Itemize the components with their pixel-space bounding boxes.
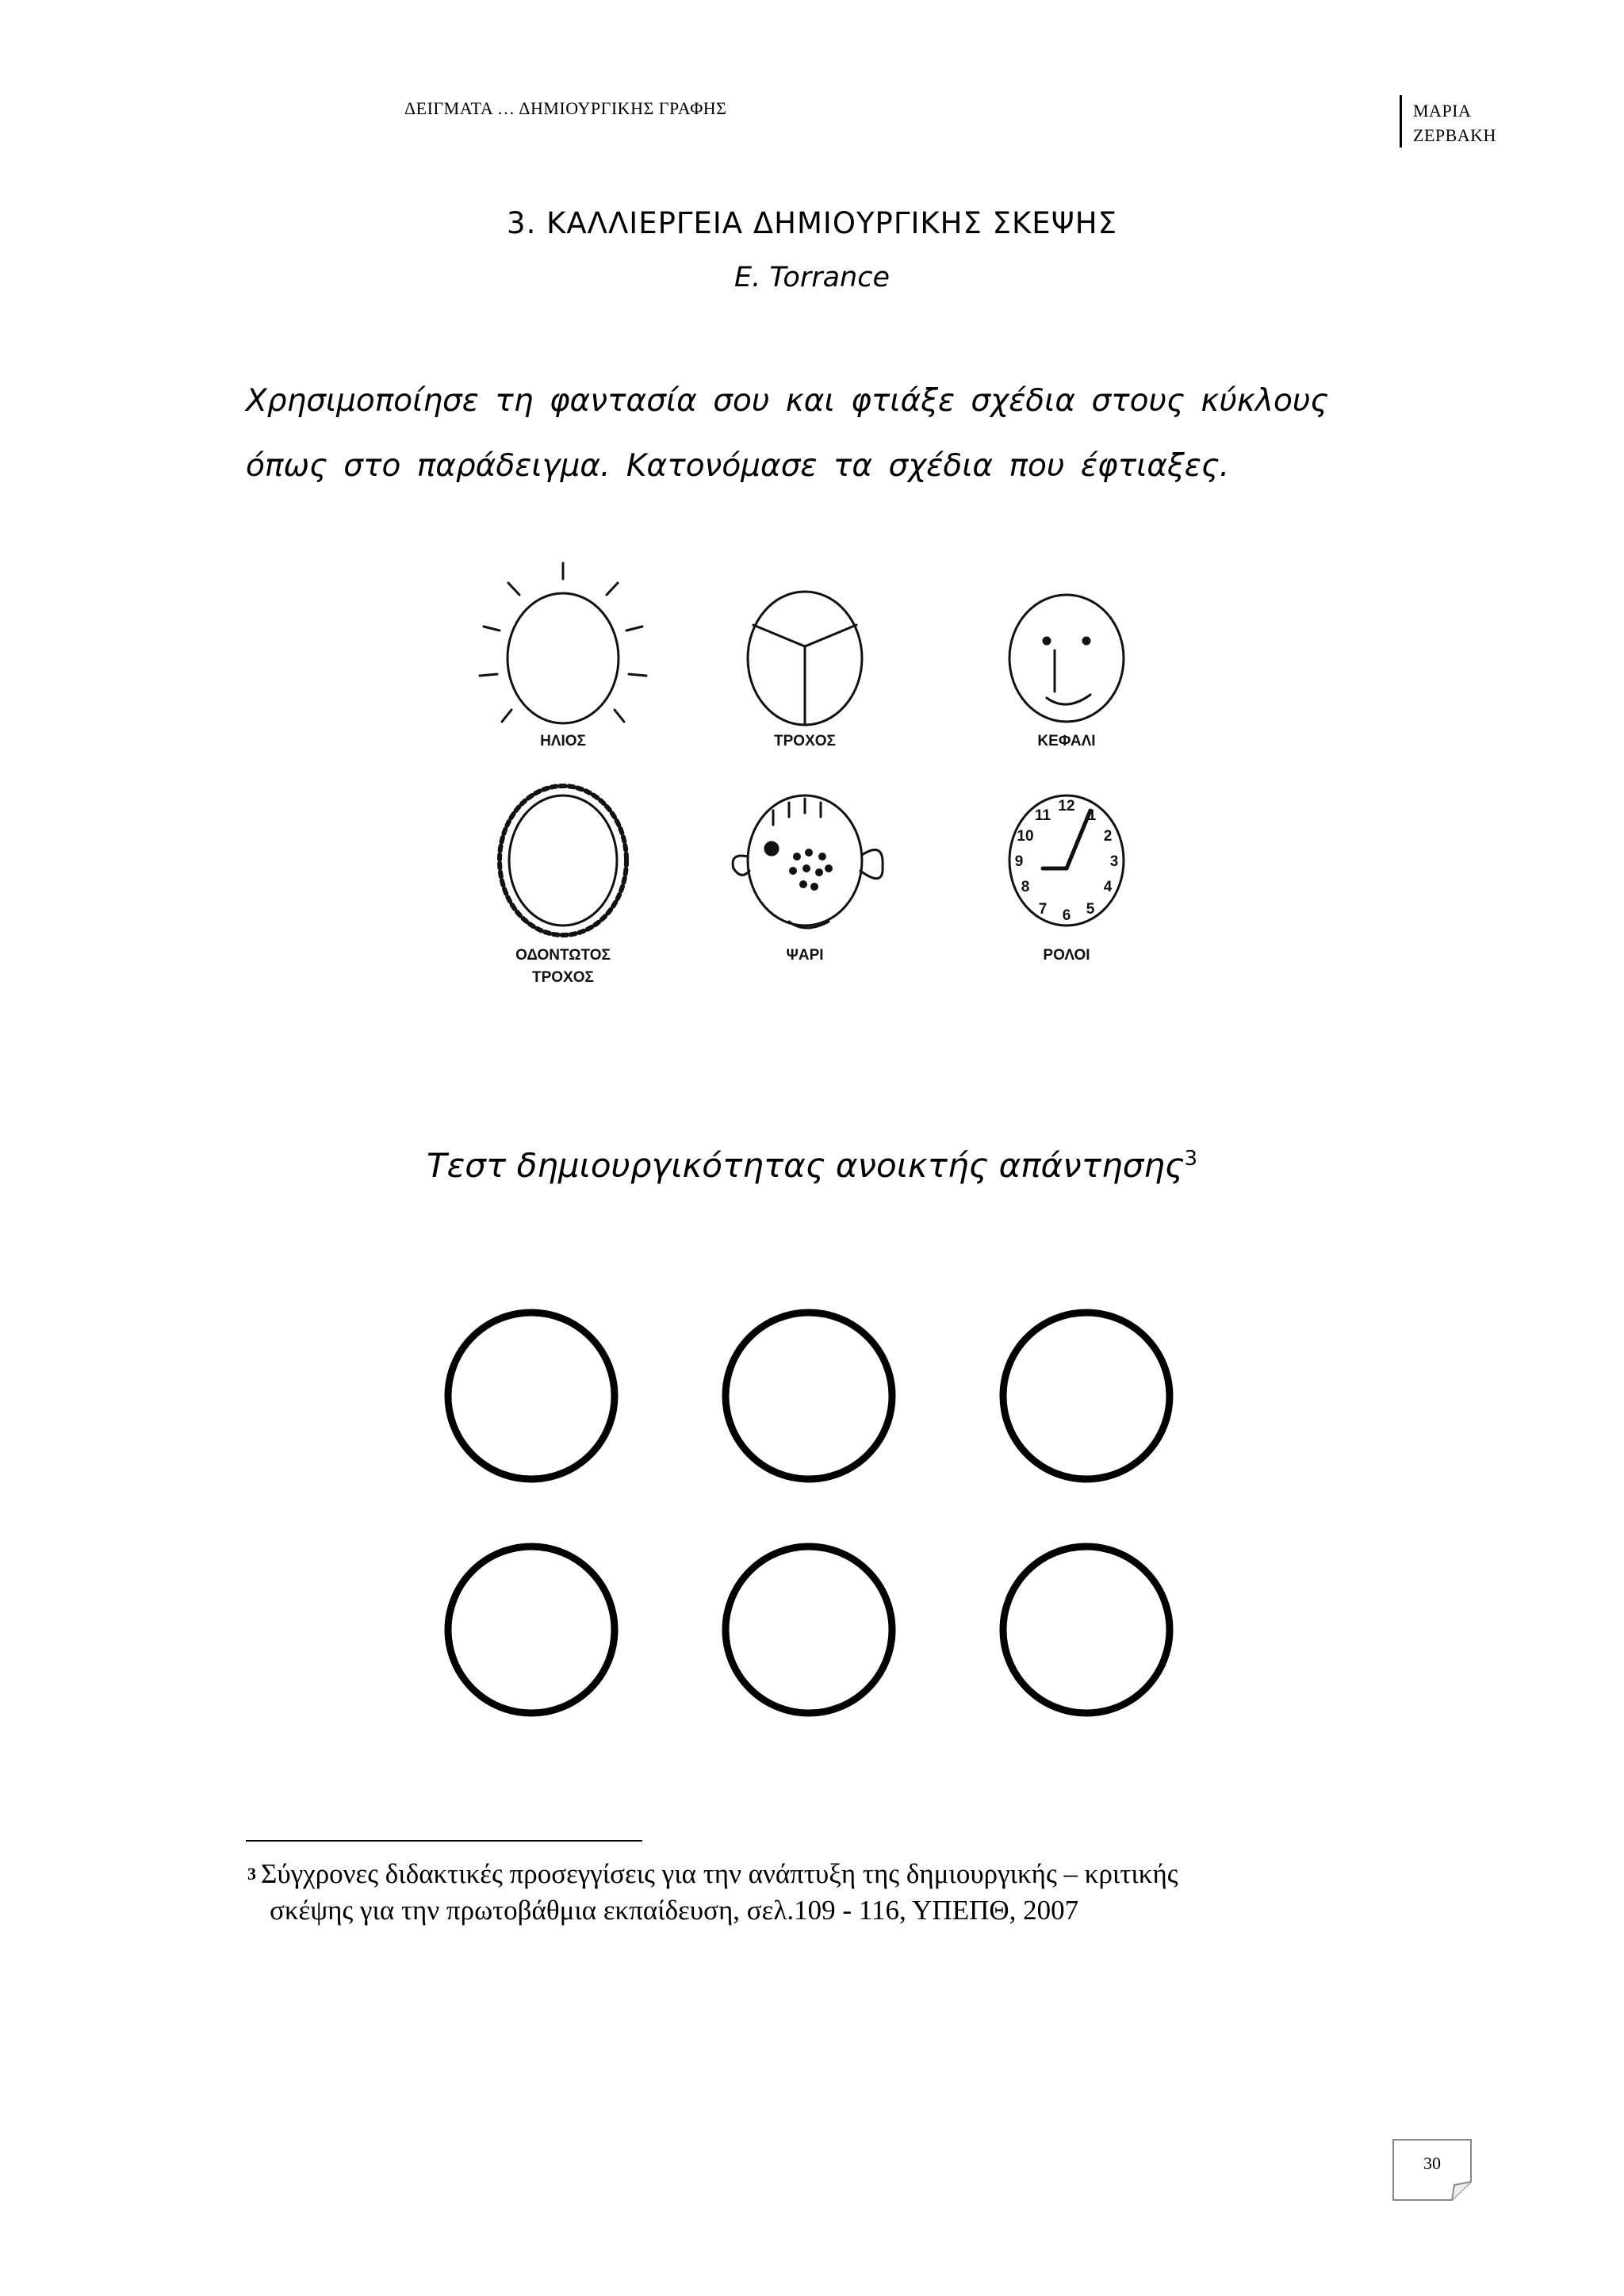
clock-number-1: 1	[1087, 807, 1097, 824]
fish-scales	[789, 849, 833, 891]
clock-number-12: 12	[1058, 798, 1075, 815]
clock-number-8: 8	[1021, 879, 1030, 895]
header-left-title: ΔΕΙΓΜΑΤΑ … ΔΗΜΙΟΥΡΓΙΚΗΣ ΓΡΑΦΗΣ	[404, 98, 727, 118]
label-sun: ΗΛΙΟΣ	[540, 733, 586, 749]
header-divider	[1400, 95, 1402, 148]
gear-drawing	[500, 786, 626, 935]
instructions-text: Χρησιμοποίησε τη φαντασία σου και φτιάξε σχέδια στους κύκλους όπως στο παράδειγμα. Κατονόμασε τα σχέδια που έφτιαξες.	[246, 383, 1329, 484]
clock-number-5: 5	[1086, 901, 1095, 918]
label-fish: ΨΑΡΙ	[786, 947, 824, 964]
label-wheel: ΤΡΟΧΟΣ	[774, 733, 836, 749]
label-clock: ΡΟΛΟΙ	[1043, 947, 1090, 964]
clock-number-9: 9	[1014, 853, 1024, 870]
clock-numbers	[1015, 798, 1119, 924]
sun-drawing	[480, 563, 646, 723]
label-head: ΚΕΦΑΛΙ	[1037, 733, 1096, 749]
empty-circle-3	[1003, 1313, 1170, 1479]
section-title: 3. ΚΑΛΛΙΕΡΓΕΙΑ ΔΗΜΙΟΥΡΓΙΚΗΣ ΣΚΕΨΗΣ	[507, 206, 1117, 240]
clock-number-6: 6	[1062, 907, 1071, 924]
header-author-last-name: ΖΕΡΒΑΚΗ	[1413, 125, 1496, 145]
face-drawing	[1009, 595, 1124, 722]
empty-circle-2	[726, 1313, 892, 1479]
section-author: E. Torrance	[733, 262, 891, 293]
clock-number-4: 4	[1103, 879, 1113, 895]
clock-drawing	[1009, 795, 1124, 926]
footnote-line1: Σύγχρονες διδακτικές προσεγγίσεις για την ανάπτυξη της δημιουργικής – κριτικής	[261, 1858, 1178, 1889]
clock-number-7: 7	[1038, 901, 1048, 918]
clock-number-2: 2	[1103, 828, 1113, 845]
test-heading	[0, 1146, 1624, 1185]
header-author-first-name: ΜΑΡΙΑ	[1413, 101, 1472, 121]
clock-number-11: 11	[1034, 807, 1051, 824]
footnote-mark: 3	[247, 1864, 256, 1884]
label-gear-line2: ΤΡΟΧΟΣ	[532, 969, 594, 986]
header-author	[1413, 98, 1496, 148]
example-drawings-figure	[456, 555, 1154, 1039]
test-heading-text: Τεστ δημιουργικότητας ανοικτής απάντησης	[426, 1146, 1185, 1185]
page-number: 30	[1423, 2153, 1441, 2173]
empty-circle-1	[448, 1313, 615, 1479]
footnote	[247, 1856, 1397, 1929]
footnote-rule	[246, 1840, 642, 1842]
clock-number-10: 10	[1017, 828, 1034, 845]
footnote-line2: σκέψης για την πρωτοβάθμια εκπαίδευση, σελ.109 - 116, ΥΠΕΠΘ, 2007	[270, 1895, 1079, 1926]
empty-circle-5	[726, 1547, 892, 1713]
footnote-reference: 3	[1184, 1147, 1198, 1171]
wheel-drawing	[748, 592, 862, 725]
empty-circle-4	[448, 1547, 615, 1713]
empty-circle-6	[1003, 1547, 1170, 1713]
label-gear-line1: ΟΔΟΝΤΩΤΟΣ	[515, 947, 611, 964]
clock-number-3: 3	[1109, 853, 1119, 870]
empty-circles-grid	[373, 1261, 1245, 1769]
fish-drawing	[733, 795, 883, 928]
